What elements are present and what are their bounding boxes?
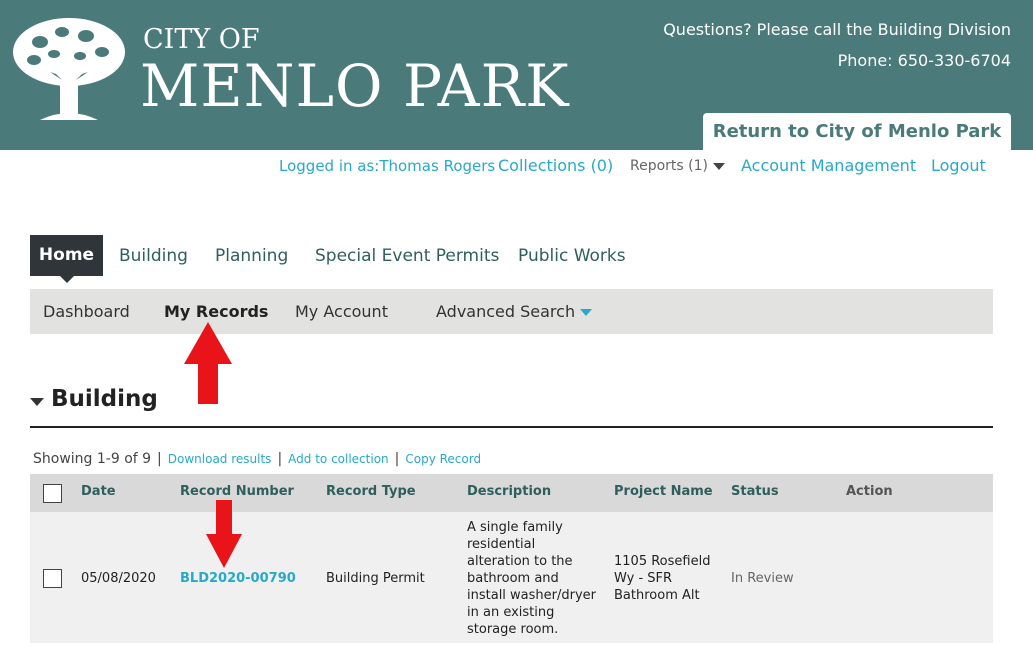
reports-dropdown[interactable]	[630, 156, 725, 176]
account-management-link[interactable]: Account Management	[741, 156, 917, 175]
column-header-description[interactable]: Description	[467, 484, 552, 499]
section-collapse-caret-icon[interactable]	[30, 398, 44, 406]
column-header-record-type[interactable]: Record Type	[326, 484, 416, 499]
tab-special-event-permits[interactable]: Special Event Permits	[315, 246, 500, 266]
column-header-project-name[interactable]: Project Name	[614, 484, 713, 499]
separator: |	[157, 451, 162, 467]
section-divider	[30, 426, 993, 428]
cell-date: 05/08/2020	[81, 571, 156, 586]
collections-link[interactable]: Collections (0)	[498, 156, 614, 175]
red-arrow-annotation	[184, 322, 232, 404]
add-to-collection-link[interactable]: Add to collection	[288, 452, 389, 466]
copy-record-link[interactable]: Copy Record	[405, 452, 482, 466]
description-line: storage room.	[467, 622, 559, 637]
logo-city-text: CITY OF	[143, 24, 260, 55]
caret-down-icon	[580, 309, 592, 316]
reports-label: Reports (1)	[630, 158, 708, 174]
red-arrow-annotation	[206, 500, 242, 568]
tab-building[interactable]: Building	[119, 246, 188, 266]
description-line: alteration to the	[467, 554, 573, 569]
sub-tab-my-account[interactable]: My Account	[295, 302, 388, 321]
sub-tab-my-records[interactable]: My Records	[164, 302, 269, 321]
tab-planning[interactable]: Planning	[215, 246, 289, 266]
record-number-link[interactable]: BLD2020-00790	[180, 571, 296, 586]
results-toolbar	[33, 450, 481, 468]
logout-link[interactable]: Logout	[931, 156, 986, 175]
column-header-status[interactable]: Status	[731, 484, 779, 499]
cell-record-type: Building Permit	[326, 571, 425, 586]
caret-down-icon	[713, 163, 725, 170]
sub-tab-dashboard[interactable]: Dashboard	[43, 302, 130, 321]
site-header	[0, 0, 1033, 150]
results-count: Showing 1-9 of 9	[33, 451, 152, 467]
row-select-checkbox[interactable]	[43, 569, 62, 588]
column-header-record-number[interactable]: Record Number	[180, 484, 294, 499]
project-name-line: Bathroom Alt	[614, 588, 700, 603]
tab-public-works[interactable]: Public Works	[518, 246, 626, 266]
project-name-line: Wy - SFR	[614, 571, 673, 586]
description-line: in an existing	[467, 605, 555, 620]
column-header-action: Action	[846, 484, 893, 499]
project-name-line: 1105 Rosefield	[614, 554, 711, 569]
description-line: A single family	[467, 520, 563, 535]
cell-description	[467, 519, 596, 638]
logged-in-user-text: Logged in as:Thomas Rogers	[279, 157, 496, 175]
description-line: residential	[467, 537, 536, 552]
section-title: Building	[51, 386, 158, 412]
separator: |	[394, 451, 400, 467]
sub-tab-advanced-search[interactable]	[436, 301, 592, 323]
tab-home[interactable]: Home	[30, 235, 103, 276]
advanced-search-label: Advanced Search	[436, 302, 576, 321]
cell-project-name	[614, 553, 710, 604]
help-phone-text: Phone: 650-330-6704	[837, 51, 1011, 70]
column-header-date[interactable]: Date	[81, 484, 116, 499]
select-all-checkbox[interactable]	[43, 484, 62, 503]
cell-status: In Review	[731, 571, 794, 586]
separator: |	[277, 451, 283, 467]
help-questions-text: Questions? Please call the Building Division	[663, 20, 1011, 39]
oak-tree-logo-icon[interactable]	[10, 14, 128, 124]
return-to-city-link[interactable]: Return to City of Menlo Park	[703, 113, 1011, 150]
download-results-link[interactable]: Download results	[167, 452, 272, 466]
description-line: install washer/dryer	[467, 588, 597, 603]
logo-name-text: MENLO PARK	[140, 52, 570, 120]
active-tab-pointer	[60, 276, 74, 283]
description-line: bathroom and	[467, 571, 559, 586]
